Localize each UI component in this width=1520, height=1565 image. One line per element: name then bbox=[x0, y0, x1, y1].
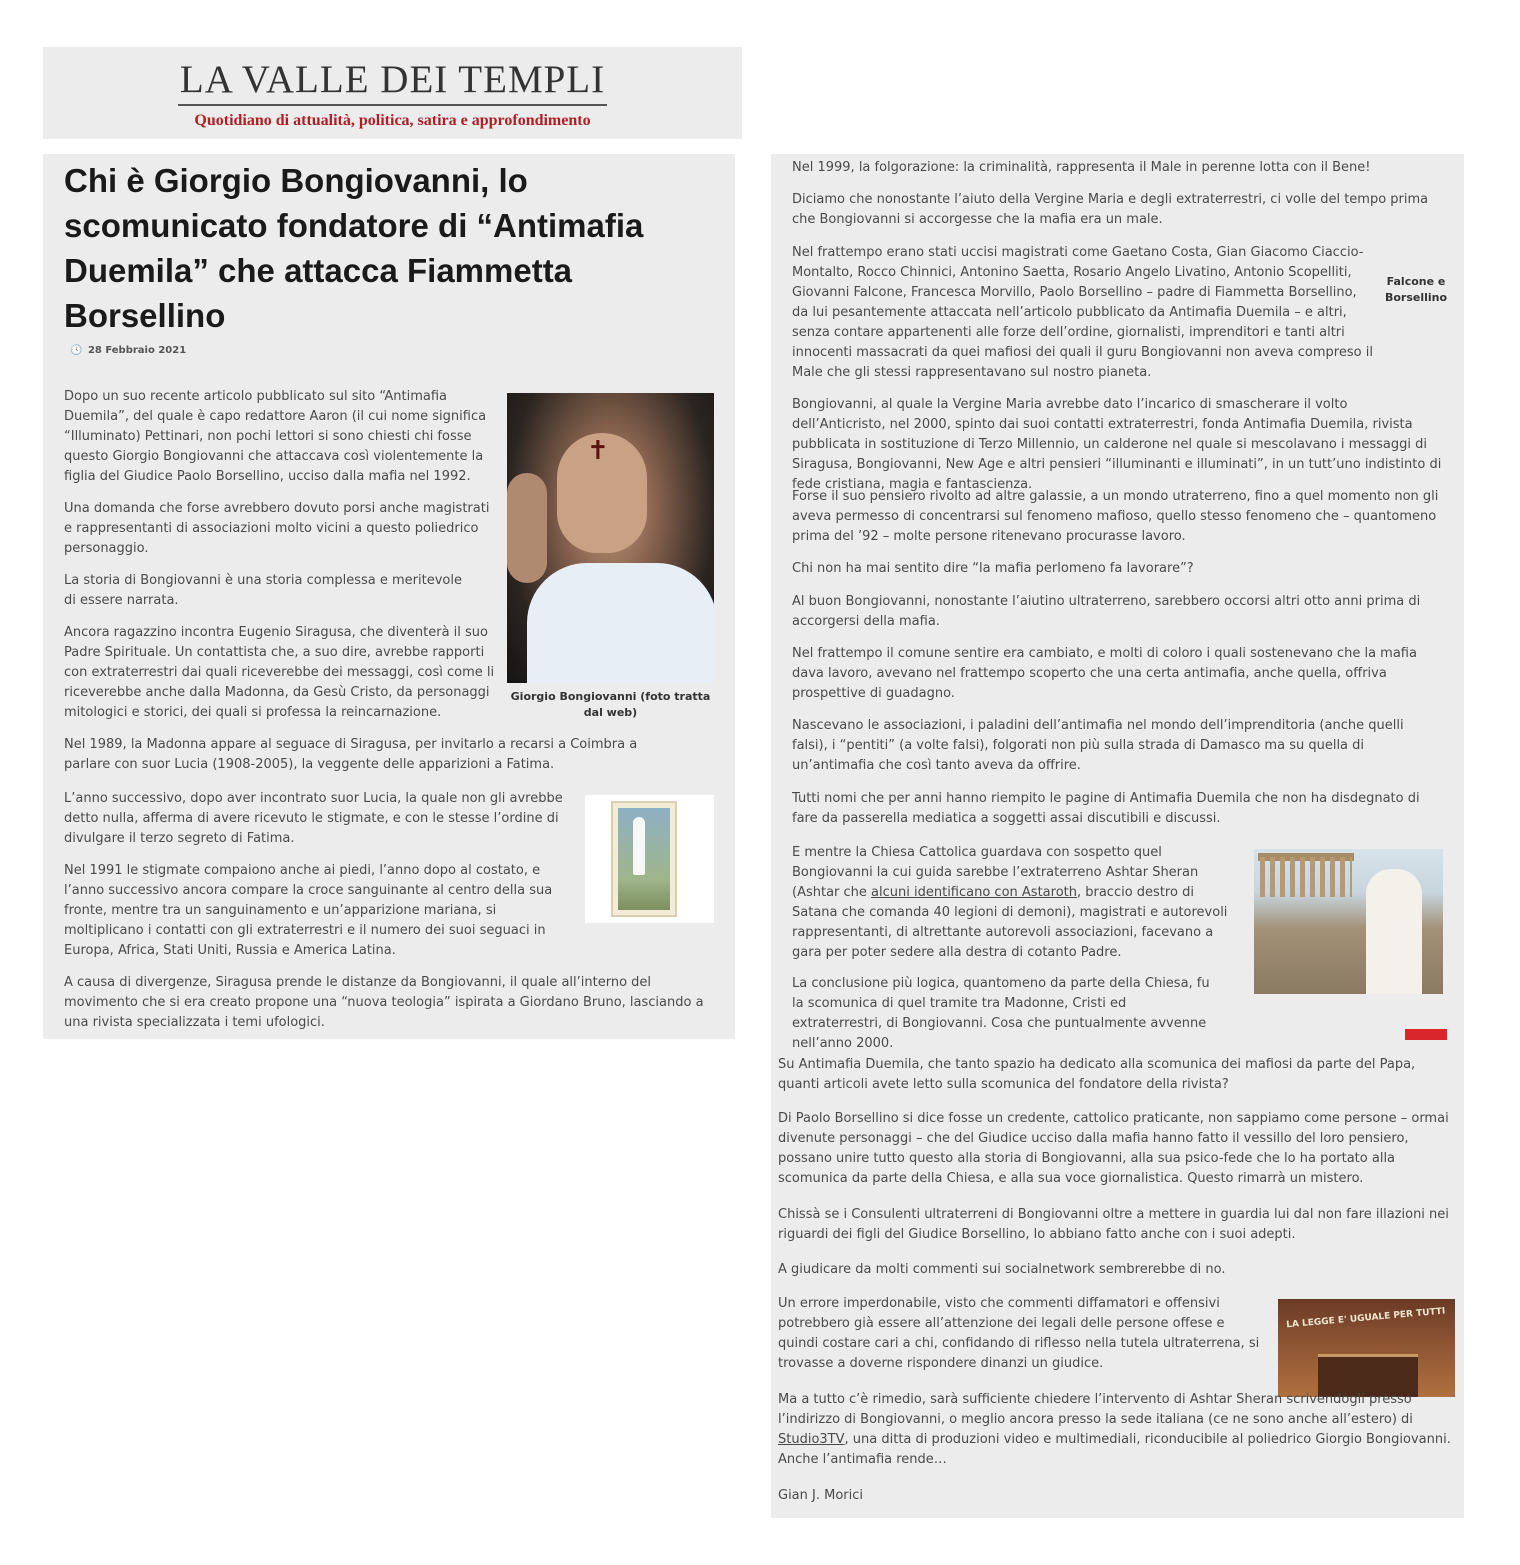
paragraph: Bongiovanni, al quale la Vergine Maria avrebbe dato l’incarico di smascherare il volto dell’Anticristo, nel 2000, spinto dai suoi contatti extraterrestri, fonda Antimafia Duemila, rivista pubblicata in sostituzione di Terzo Millennio, un calderone nel quale si mescolavano i messaggi di Siragusa, Bongiovanni, New Age e altri pensieri “illuminanti e illuminati”, in un tutt’uno indistinto di fede cristiana, magia e fantascienza. bbox=[792, 397, 1442, 492]
masthead[interactable] bbox=[43, 47, 742, 139]
red-accent-bar bbox=[1405, 1029, 1447, 1040]
article-column-left bbox=[43, 154, 735, 1039]
paragraph: Dopo un suo recente articolo pubblicato sul sito “Antimafia Duemila”, del quale è capo redattore Aaron (il cui nome significa “Illuminato) Pettinari, non pochi lettori si sono chiesti chi fosse questo Giorgio Bongiovanni che attaccava così violentemente la figlia del Giudice Paolo Borsellino, ucciso dalla mafia nel 1992. bbox=[64, 389, 487, 484]
article-column-right bbox=[771, 154, 1464, 1518]
paragraph: Nel 1989, la Madonna appare al seguace di Siragusa, per invitarlo a recarsi a Coimbra a parlare con suor Lucia (1908-2005), la veggente delle apparizioni a Fatima. bbox=[64, 737, 638, 772]
side-image-label: Falcone e Borsellino bbox=[1384, 275, 1448, 304]
astaroth-link[interactable]: alcuni identificano con Astaroth bbox=[871, 885, 1077, 900]
publish-date bbox=[70, 345, 186, 356]
paragraph: Nel 1999, la folgorazione: la criminalità, rappresenta il Male in perenne lotta con il Bene! bbox=[792, 160, 1371, 175]
forehead-cross-icon: ✝ bbox=[587, 436, 609, 466]
paragraph: A causa di divergenze, Siragusa prende le distanze da Bongiovanni, il quale all’interno del movimento che si era creato propone una “nuova teologia” ispirata a Giordano Bruno, lasciando a una rivista specializzata i temi ufologici. bbox=[64, 975, 704, 1030]
bongiovanni-photo[interactable] bbox=[507, 393, 714, 683]
paragraph: Diciamo che nonostante l’aiuto della Vergine Maria e degli extraterrestri, ci volle del tempo prima che Bongiovanni si accorgesse che la mafia era un male. bbox=[792, 192, 1429, 227]
author-signature: Gian J. Morici bbox=[778, 1488, 864, 1503]
paragraph: E mentre la Chiesa Cattolica guardava con sospetto quel Bongiovanni la cui guida sarebbe l’extraterreno Ashtar Sheran (Ashtar che alcuni identificano con Astaroth, braccio destro di Satana che comanda 40 legioni di demoni), magistrati e autorevoli rappresentanti, di altrettante autorevoli associazioni, facevano a gara per poter sedere alla destra di cotanto Padre. bbox=[792, 845, 1228, 960]
paragraph: Su Antimafia Duemila, che tanto spazio ha dedicato alla scomunica dei mafiosi da parte del Papa, quanti articoli avete letto sulla scomunica del fondatore della rivista? bbox=[778, 1057, 1416, 1092]
publish-date-text: 28 Febbraio 2021 bbox=[87, 345, 187, 356]
paragraph: Chi non ha mai sentito dire “la mafia perlomeno fa lavorare”? bbox=[792, 561, 1194, 576]
paragraph: Un errore imperdonabile, visto che commenti diffamatori e offensivi potrebbero già essere all’attenzione dei legali delle persone offese e quindi costare cari a chi, confidando di riflesso nella tutela ultraterrena, si trovasse a doverne rispondere dinanzi un giudice. bbox=[778, 1296, 1260, 1371]
paragraph: Una domanda che forse avrebbero dovuto porsi anche magistrati e rappresentanti di associazioni molto vicini a questo poliedrico personaggio. bbox=[64, 501, 490, 556]
paragraph: Nel 1991 le stigmate compaiono anche ai piedi, l’anno dopo al costato, e l’anno successivo ancora compare la croce sanguinante al centro della sua fronte, mentre tra un sanguinamento e un’apparizione mariana, si moltiplicano i contatti con gli extraterrestri e il numero dei suoi seguaci in Europa, Africa, Stati Uniti, Russia e America Latina. bbox=[64, 863, 553, 958]
studio3tv-link[interactable]: Studio3TV bbox=[778, 1432, 845, 1447]
fatima-holy-card-image[interactable] bbox=[585, 795, 714, 923]
photo-caption: Giorgio Bongiovanni (foto tratta dal web) bbox=[510, 690, 711, 719]
paragraph: Nel frattempo erano stati uccisi magistrati come Gaetano Costa, Gian Giacomo Ciaccio-Montalto, Rocco Chinnici, Antonino Saetta, Rosario Angelo Livatino, Antonio Scopelliti, Giovanni Falcone, Francesca Morvillo, Paolo Borsellino – padre di Fiammetta Borsellino, da lui pesantemente attaccata nell’articolo pubblicato da Antimafia Duemila – e altri, senza contare appartenenti alle forze dell’ordine, giornalisti, imprenditori e tanti altri innocenti massacrati da quei mafiosi dei quali il guru Bongiovanni non aveva compreso il Male che gli stessi rappresentavano sul nostro pianeta. bbox=[792, 245, 1373, 380]
temple-columns bbox=[1260, 857, 1352, 897]
paragraph: A giudicare da molti commenti sui socialnetwork sembrerebbe di no. bbox=[778, 1262, 1226, 1277]
paragraph: Forse il suo pensiero rivolto ad altre galassie, a un mondo utraterreno, fino a quel momento non gli aveva permesso di concentrarsi sul fenomeno mafioso, quello stesso fenomeno che – quantomeno prima del ’92 – molte persone ritenevano procurasse lavoro. bbox=[792, 489, 1439, 544]
newspaper-logo: LA VALLE DEI TEMPLI bbox=[178, 57, 607, 106]
madonna-figure-icon bbox=[633, 817, 645, 875]
paragraph: Ma a tutto c’è rimedio, sarà sufficiente chiedere l’intervento di Ashtar Sheran scrivendogli presso l’indirizzo di Bongiovanni, o meglio ancora presso la sede italiana (ce ne sono anche all’estero) di Studio3TV, una ditta di produzioni video e multimediali, riconducibile al poliedrico Giorgio Bongiovanni. Anche l’antimafia rende… bbox=[778, 1392, 1451, 1467]
courtroom-image[interactable] bbox=[1278, 1299, 1455, 1397]
paragraph: L’anno successivo, dopo aver incontrato suor Lucia, la quale non gli avrebbe detto nulla, afferma di avere ricevuto le stigmate, e con le stesse l’ordine di divulgare il terzo segreto di Fatima. bbox=[64, 791, 563, 846]
article-title: Chi è Giorgio Bongiovanni, lo scomunicato fondatore di “Antimafia Duemila” che attacca Fiammetta Borsellino bbox=[64, 162, 644, 334]
court-banner: LA LEGGE E' UGUALE PER TUTTI bbox=[1285, 1306, 1446, 1331]
paragraph: La storia di Bongiovanni è una storia complessa e meritevole di essere narrata. bbox=[64, 573, 462, 608]
paragraph: La conclusione più logica, quantomeno da parte della Chiesa, fu la scomunica di quel tramite tra Madonne, Cristi ed extraterrestri, di Bongiovanni. Cosa che puntualmente avvenne nell’anno 2000. bbox=[792, 976, 1210, 1051]
holy-card-frame bbox=[611, 801, 677, 917]
paragraph: Di Paolo Borsellino si dice fosse un credente, cattolico praticante, non sappiamo come persone – ormai divenute personaggi – che del Giudice ucciso dalla mafia hanno fatto il vessillo del loro pensiero, possano unire tutto questo alla storia di Bongiovanni, alla sua psico-fede che lo ha portato alla scomunica da parte della Chiesa, e alla sua voce giornalistica. Questo rimarrà un mistero. bbox=[778, 1111, 1449, 1186]
clock-icon: 🕓 bbox=[70, 345, 83, 356]
paragraph: Nascevano le associazioni, i paladini dell’antimafia nel mondo dell’imprenditoria (anche quelli falsi), i “pentiti” (a volte falsi), folgorati non più sulla strada di Damasco ma su quella di un’antimafia che così tanto aveva da offrire. bbox=[792, 718, 1404, 773]
paragraph: Chissà se i Consulenti ultraterreni di Bongiovanni oltre a mettere in guardia lui dal non fare illazioni nei riguardi dei figli del Giudice Borsellino, lo abbiano fatto anche con i suoi adepti. bbox=[778, 1207, 1449, 1242]
paragraph: Tutti nomi che per anni hanno riempito le pagine di Antimafia Duemila che non ha disdegnato di fare da passerella mediatica a soggetti assai discutibili e discussi. bbox=[792, 791, 1420, 826]
newspaper-tagline: Quotidiano di attualità, politica, satira e approfondimento bbox=[194, 112, 591, 129]
paragraph: Al buon Bongiovanni, nonostante l’aiutino ultraterreno, sarebbero occorsi altri otto anni prima di accorgersi della mafia. bbox=[792, 594, 1421, 629]
photo-robe bbox=[527, 563, 714, 683]
temple-pope-image[interactable] bbox=[1254, 849, 1443, 994]
paragraph: Ancora ragazzino incontra Eugenio Siragusa, che diventerà il suo Padre Spirituale. Un contattista che, a suo dire, avrebbe rapporti con extraterrestri dai quali riceverebbe dei messaggi, così come li riceverebbe anche dalla Madonna, da Gesù Cristo, da personaggi mitologici e storici, dei quali si professa la reincarnazione. bbox=[64, 625, 495, 720]
pope-figure bbox=[1366, 869, 1422, 994]
photo-hand bbox=[507, 473, 547, 583]
paragraph: Nel frattempo il comune sentire era cambiato, e molti di coloro i quali sostenevano che la mafia dava lavoro, avevano nel frattempo scoperto che una certa antimafia, anche quella, offriva prospettive di guadagno. bbox=[792, 646, 1417, 701]
